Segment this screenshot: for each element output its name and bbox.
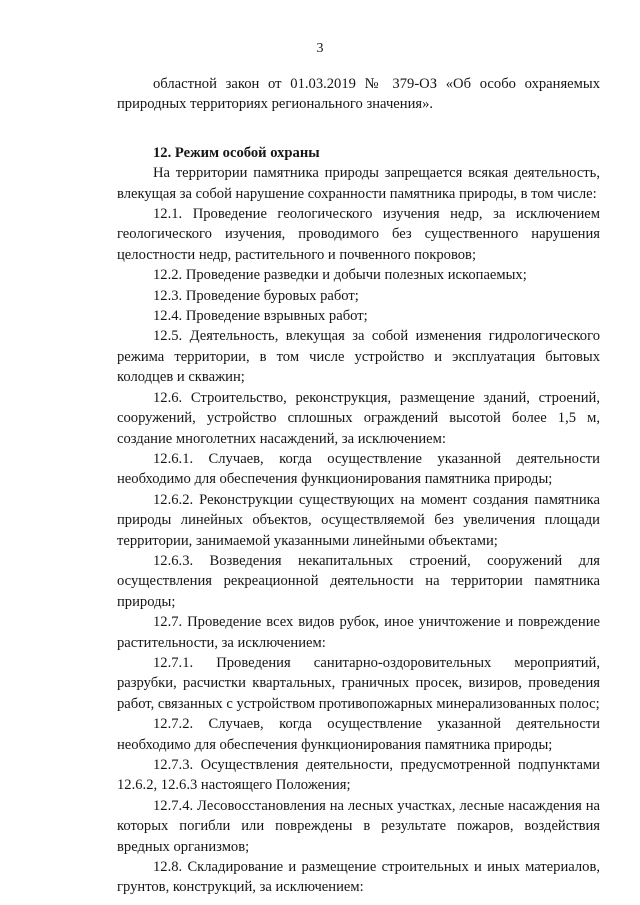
clause-12-6-2: 12.6.2. Реконструкции существующих на момент создания памятника природы линейных объектов, осуществляемой без увеличения площади территории, занимаемой указанными линейными объектами; xyxy=(117,491,600,549)
document-body xyxy=(117,74,600,898)
clause-12-7-2: 12.7.2. Случаев, когда осуществление указанной деятельности необходимо для обеспечения функционирования памятника природы; xyxy=(117,716,600,753)
clause-12-2: 12.2. Проведение разведки и добычи полезных ископаемых; xyxy=(153,267,527,284)
continuation-paragraph: областной закон от 01.03.2019 № 379-ОЗ «Об особо охраняемых природных территориях регионального значения». xyxy=(117,76,600,113)
clause-12-7-3: 12.7.3. Осуществления деятельности, предусмотренной подпунктами 12.6.2, 12.6.3 настоящего Положения; xyxy=(117,757,600,794)
clause-12-3: 12.3. Проведение буровых работ; xyxy=(153,287,359,304)
clause-12-7: 12.7. Проведение всех видов рубок, иное уничтожение и повреждение растительности, за исключением: xyxy=(117,614,600,651)
clause-12-6-3: 12.6.3. Возведения некапитальных строений, сооружений для осуществления рекреационной деятельности на территории памятника природы; xyxy=(117,552,600,610)
page-number: 3 xyxy=(316,41,324,56)
clause-12-6: 12.6. Строительство, реконструкция, размещение зданий, строений, сооружений, устройство сплошных ограждений высотой более 1,5 м, создание многолетних насаждений, за исключением: xyxy=(117,389,600,447)
clause-12-7-1: 12.7.1. Проведения санитарно-оздоровительных мероприятий, разрубки, расчистки квартальных, граничных просек, визиров, проведения работ, связанных с устройством противопожарных минерализованных полос; xyxy=(117,654,600,712)
clause-12-1: 12.1. Проведение геологического изучения недр, за исключением геологического изучения, проводимого без существенного нарушения целостности недр, растительного и почвенного покровов; xyxy=(117,206,600,263)
section-heading: 12. Режим особой охраны xyxy=(153,144,320,161)
paragraph-intro: На территории памятника природы запрещается всякая деятельность, влекущая за собой нарушение сохранности памятника природы, в том числе: xyxy=(117,165,600,202)
clause-12-7-4: 12.7.4. Лесовосстановления на лесных участках, лесные насаждения на которых погибли или повреждены в результате пожаров, воздействия вредных организмов; xyxy=(117,797,600,855)
clause-12-8: 12.8. Складирование и размещение строительных и иных материалов, грунтов, конструкций, за исключением: xyxy=(117,859,600,896)
clause-12-4: 12.4. Проведение взрывных работ; xyxy=(153,308,368,325)
clause-12-6-1: 12.6.1. Случаев, когда осуществление указанной деятельности необходимо для обеспечения функционирования памятника природы; xyxy=(117,450,600,488)
clause-12-5: 12.5. Деятельность, влекущая за собой изменения гидрологического режима территории, в том числе устройство и эксплуатация бытовых колодцев и скважин; xyxy=(117,328,600,386)
